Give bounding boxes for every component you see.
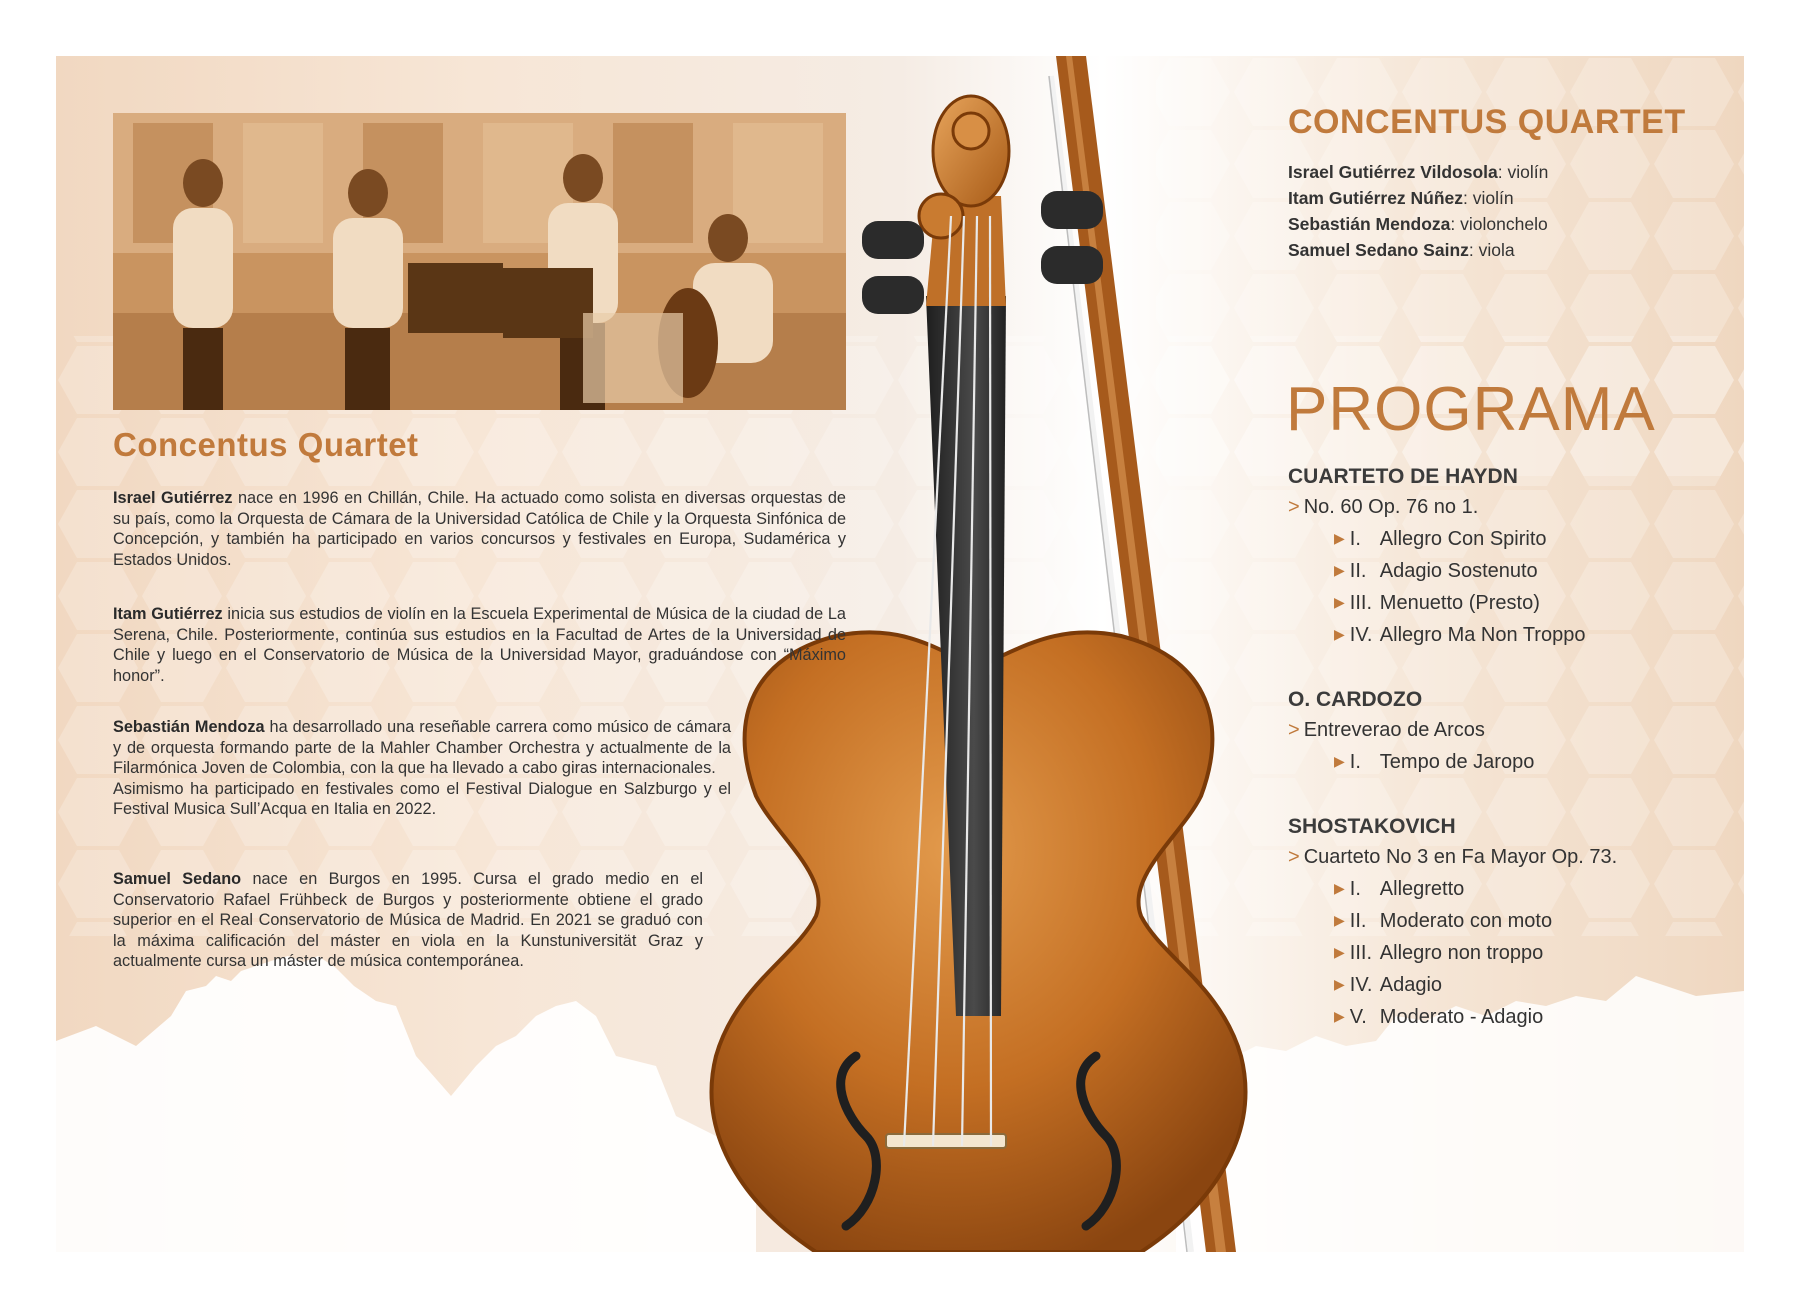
bio-text: ha desarrollado una reseñable carrera como músico de cámara y de orquesta formando parte de la Mahler Chamber Orchestra y actualmente de la Filarmónica Joven de Colombia, con la que ha llevado a cabo giras internacionales. — [113, 718, 732, 777]
triangle-right-icon: ▶ — [1334, 976, 1345, 992]
triangle-right-icon: ▶ — [1334, 530, 1345, 546]
member-name: Israel Gutiérrez Vildosola — [1288, 162, 1498, 182]
right-title: CONCENTUS QUARTET — [1288, 103, 1686, 141]
bio-name: Sebastián Mendoza — [113, 718, 265, 736]
bio-name: Samuel Sedano — [113, 870, 242, 888]
movement-item: ▶ V. Moderato - Adagio — [1334, 1006, 1544, 1028]
member-row — [1288, 159, 1548, 185]
triangle-right-icon: ▶ — [1334, 880, 1345, 896]
bio-sebastian — [113, 717, 731, 820]
work-title: > Entreverao de Arcos — [1288, 719, 1485, 741]
member-role: : violonchelo — [1450, 214, 1548, 234]
triangle-right-icon: ▶ — [1334, 944, 1345, 960]
movement-item: ▶ III. Allegro non troppo — [1334, 942, 1544, 964]
bio-text: nace en 1996 en Chillán, Chile. Ha actuado como solista en diversas orquestas de su país, como la Orquesta de Cámara de la Universidad Católica de Chile y la Orquesta Sinfónica de Concepción, y también ha participado en varios concursos y festivales en Europa, Sudamérica y Estados Unidos. — [113, 489, 846, 569]
composer-heading: O. CARDOZO — [1288, 688, 1423, 711]
member-row — [1288, 237, 1548, 263]
bio-name: Itam Gutiérrez — [113, 605, 223, 623]
member-role: : viola — [1468, 240, 1515, 260]
chevron-right-icon: > — [1288, 719, 1300, 741]
triangle-right-icon: ▶ — [1334, 912, 1345, 928]
bio-name: Israel Gutiérrez — [113, 489, 233, 507]
bio-text: inicia sus estudios de violín en la Escuela Experimental de Música de la ciudad de La Serena, Chile. Posteriormente, continúa sus estudios en la Facultad de Artes de la Universidad de Chile y luego en el Conservatorio de Música de la Universidad Mayor, graduándose con “Máximo honor”. — [113, 605, 846, 685]
bio-israel — [113, 488, 846, 570]
bio-text: nace en Burgos en 1995. Cursa el grado medio en el Conservatorio Rafael Frühbeck de Burgos y posteriormente obtiene el grado superior en el Real Conservatorio de Música de Madrid. En 2021 se graduó con la máxima calificación del máster en viola en la Kunstuniversität Graz y actualmente cursa un máster de música contemporánea. — [113, 870, 704, 970]
work-title: > No. 60 Op. 76 no 1. — [1288, 496, 1479, 518]
triangle-right-icon: ▶ — [1334, 562, 1345, 578]
member-name: Itam Gutiérrez Núñez — [1288, 188, 1464, 208]
movement-item: ▶ IV. Adagio — [1334, 974, 1443, 996]
movement-item: ▶ III. Menuetto (Presto) — [1334, 592, 1540, 614]
quartet-photo — [113, 113, 846, 410]
movement-item: ▶ I. Allegro Con Spirito — [1334, 528, 1547, 550]
bio-itam — [113, 604, 846, 686]
movement-item: ▶ II. Moderato con moto — [1334, 910, 1553, 932]
movement-item: ▶ I. Tempo de Jaropo — [1334, 751, 1535, 773]
triangle-right-icon: ▶ — [1334, 1008, 1345, 1024]
member-role: : violín — [1497, 162, 1549, 182]
members-list — [1288, 159, 1548, 263]
composer-heading: CUARTETO DE HAYDN — [1288, 465, 1518, 488]
movement-item: ▶ I. Allegretto — [1334, 878, 1465, 900]
chevron-right-icon: > — [1288, 846, 1300, 868]
triangle-right-icon: ▶ — [1334, 626, 1345, 642]
member-row — [1288, 185, 1548, 211]
member-row — [1288, 211, 1548, 237]
triangle-right-icon: ▶ — [1334, 594, 1345, 610]
city-silhouette — [56, 956, 756, 1252]
work-title: > Cuarteto No 3 en Fa Mayor Op. 73. — [1288, 846, 1618, 868]
movement-item: ▶ II. Adagio Sostenuto — [1334, 560, 1538, 582]
bio-extra: Asimismo ha participado en festivales como el Festival Dialogue en Salzburgo y el Festival Musica Sull’Acqua en Italia en 2022. — [113, 779, 731, 818]
member-role: : violín — [1463, 188, 1514, 208]
composer-heading: SHOSTAKOVICH — [1288, 815, 1456, 838]
left-title: Concentus Quartet — [113, 426, 419, 463]
chevron-right-icon: > — [1288, 496, 1300, 518]
member-name: Sebastián Mendoza — [1288, 214, 1451, 234]
member-name: Samuel Sedano Sainz — [1288, 240, 1469, 260]
concert-program-page — [56, 56, 1744, 1252]
movement-item: ▶ IV. Allegro Ma Non Troppo — [1334, 624, 1586, 646]
triangle-right-icon: ▶ — [1334, 753, 1345, 769]
programa-heading: PROGRAMA — [1286, 375, 1656, 444]
bio-samuel — [113, 869, 703, 972]
